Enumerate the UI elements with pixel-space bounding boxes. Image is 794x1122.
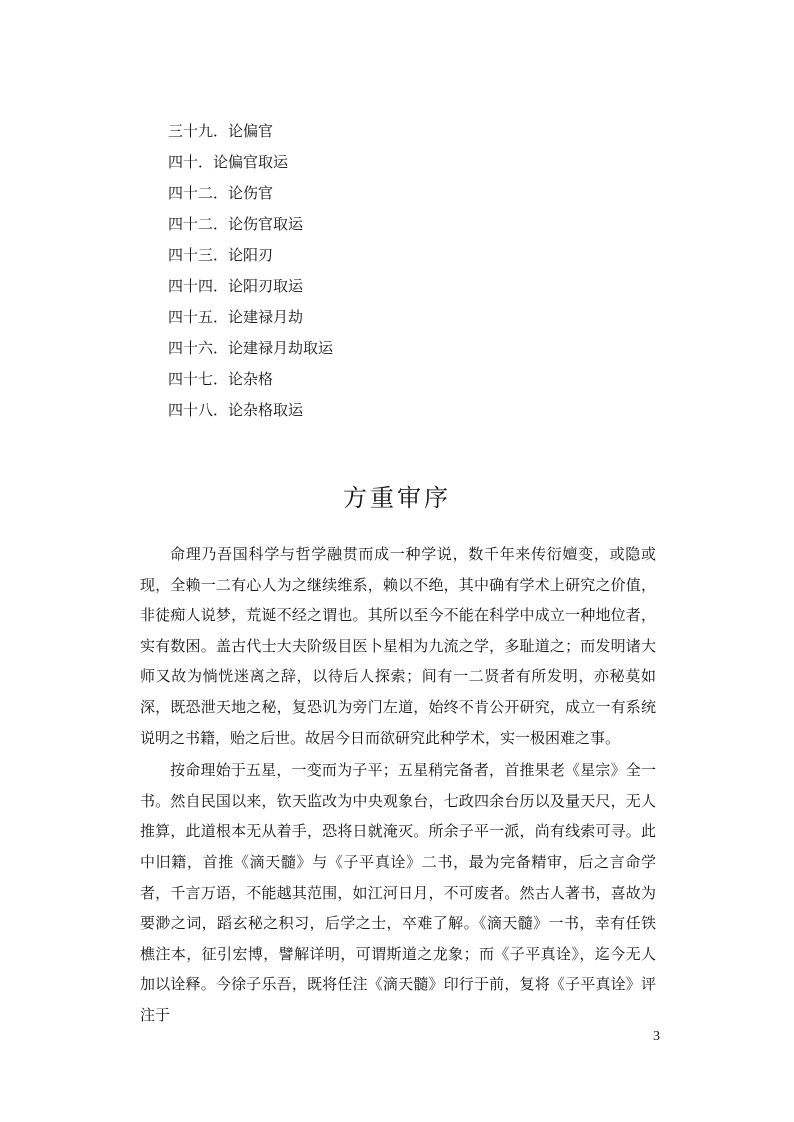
toc-item: 四十．论偏官取运 <box>168 153 289 171</box>
toc-item: 四十三．论阳刃 <box>168 246 274 264</box>
table-of-contents <box>168 118 488 428</box>
toc-item: 四十五．论建禄月劫 <box>168 308 304 326</box>
toc-item: 四十四．论阳刃取运 <box>168 277 304 295</box>
toc-item: 四十六．论建禄月劫取运 <box>168 339 334 357</box>
toc-item: 四十八．论杂格取运 <box>168 401 304 419</box>
preface-body <box>140 539 656 1033</box>
paragraph: 命理乃吾国科学与哲学融贯而成一种学说，数千年来传衍嬗变，或隐或现，全赖一二有心人为之继续维系，赖以不绝，其中确有学术上研究之价值，非徒痴人说梦，荒诞不经之谓也。其所以至今不能在科学中成立一种地位者，实有数困。盖古代士大夫阶级目医卜星相为九流之学，多耻道之；而发明诸大师又故为惝恍迷离之辞，以待后人探索；间有一二贤者有所发明，亦秘莫如深，既恐泄天地之秘，复恐讥为旁门左道，始终不肯公开研究，成立一有系统说明之书籍，贻之后世。故居今日而欲研究此种学术，实一极困难之事。 <box>140 545 656 747</box>
page-number: 3 <box>653 1029 660 1044</box>
toc-item: 三十九．论偏官 <box>168 122 274 140</box>
toc-item: 四十七．论杂格 <box>168 370 274 388</box>
section-title: 方重审序 <box>343 484 451 512</box>
toc-item: 四十二．论伤官 <box>168 184 274 202</box>
toc-item: 四十二．论伤官取运 <box>168 215 304 233</box>
paragraph: 按命理始于五星，一变而为子平；五星稍完备者，首推果老《星宗》全一书。然自民国以来，钦天监改为中央观象台，七政四余台历以及量天尺，无人推算，此道根本无从着手，恐将日就淹灭。所余子平一派，尚有线索可寻。此中旧籍，首推《滴天髓》与《子平真诠》二书，最为完备精审，后之言命学者，千言万语，不能越其范围，如江河日月，不可废者。然古人著书，喜故为要渺之词，蹈玄秘之积习，后学之士，卒难了解。《滴天髓》一书，幸有任铁樵注本，征引宏博，譬解详明，可谓斯道之龙象；而《子平真诠》，迄今无人加以诠释。今徐子乐吾，既将任注《滴天髓》印行于前，复将《子平真诠》评注于 <box>140 761 656 1024</box>
